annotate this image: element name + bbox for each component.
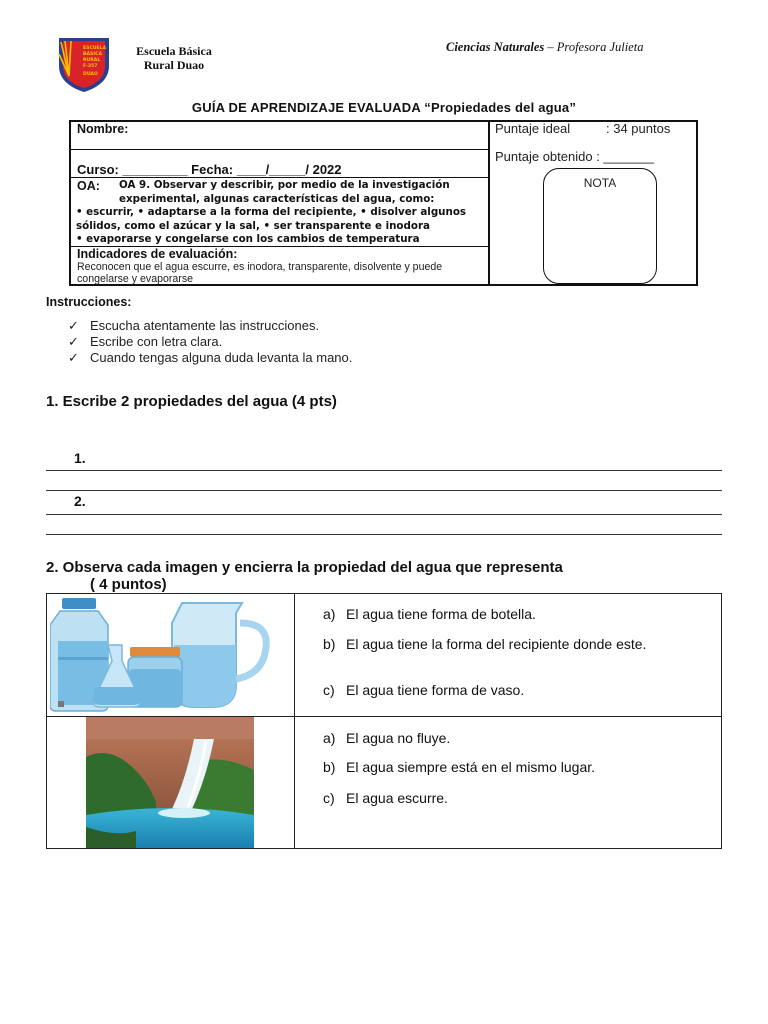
instructions-heading: Instrucciones: xyxy=(46,295,132,309)
indicadores-label: Indicadores de evaluación: xyxy=(77,247,238,261)
oa-label: OA: xyxy=(77,179,100,193)
school-name-line2: Rural Duao xyxy=(143,58,205,72)
row-divider xyxy=(69,177,489,178)
oa-text: OA 9. Observar y describir, por medio de la investigación experimental, algunas características del agua, como: xyxy=(119,179,450,205)
teacher-name: – Profesora Julieta xyxy=(544,40,644,54)
oa-line3: • evaporarse y congelarse con los cambios de temperatura xyxy=(76,233,420,245)
svg-text:ESCUELA: ESCUELA xyxy=(83,46,107,51)
subject-teacher xyxy=(446,40,643,55)
answer-number-1: 1. xyxy=(74,450,86,466)
nombre-label: Nombre: xyxy=(77,122,129,136)
option-a-row1[interactable]: a) El agua tiene forma de botella. xyxy=(323,606,536,622)
school-logo xyxy=(55,36,113,94)
option-b-row2[interactable]: b) El agua siempre está en el mismo lugar. xyxy=(323,759,596,775)
svg-text:RURAL: RURAL xyxy=(83,58,101,63)
curso-fecha-line: Curso: _________ Fecha: ____/_____/ 2022 xyxy=(77,162,342,177)
svg-text:BÁSICA: BÁSICA xyxy=(83,52,103,57)
puntaje-obtenido: Puntaje obtenido : _______ xyxy=(495,149,655,164)
row-divider xyxy=(69,149,489,150)
waterfall-image xyxy=(86,717,254,848)
answer-number-2: 2. xyxy=(74,493,86,509)
school-name xyxy=(118,44,230,72)
check-icon: ✓ xyxy=(68,334,79,349)
page-title: GUÍA DE APRENDIZAJE EVALUADA “Propiedades del agua” xyxy=(191,100,577,115)
check-icon: ✓ xyxy=(68,318,79,333)
puntaje-ideal-value: : 34 puntos xyxy=(606,121,671,136)
subject-name: Ciencias Naturales xyxy=(446,40,545,54)
oa-line2: • escurrir, • adaptarse a la forma del recipiente, • disolver algunos sólidos, como el azúcar y la sal, • ser transparente e inodora xyxy=(76,206,467,232)
option-c-row1[interactable]: c) El agua tiene forma de vaso. xyxy=(323,682,525,698)
question-2: 2. Observa cada imagen y encierra la propiedad del agua que representa xyxy=(46,559,563,576)
option-c-row2[interactable]: c) El agua escurre. xyxy=(323,790,448,806)
instruction-item: ✓ Escribe con letra clara. xyxy=(68,334,223,349)
question-2-points: ( 4 puntos) xyxy=(90,576,167,593)
puntaje-ideal-label: Puntaje ideal xyxy=(495,121,571,136)
option-a-row2[interactable]: a) El agua no fluye. xyxy=(323,730,451,746)
options-table-divider xyxy=(294,593,295,849)
answer-line[interactable] xyxy=(46,470,722,471)
instruction-item: ✓ Escucha atentamente las instrucciones. xyxy=(68,318,320,333)
answer-line[interactable] xyxy=(46,514,722,515)
svg-text:DUAO: DUAO xyxy=(83,72,98,77)
water-containers-image xyxy=(50,595,290,715)
nota-label: NOTA xyxy=(583,176,617,190)
indicadores-text: Reconocen que el agua escurre, es inodora, transparente, disolvente y puede congelarse y evaporarse xyxy=(77,261,443,285)
question-1: 1. Escribe 2 propiedades del agua (4 pts) xyxy=(46,393,337,410)
answer-line[interactable] xyxy=(46,534,722,535)
info-table-divider xyxy=(488,120,490,286)
answer-line[interactable] xyxy=(46,490,722,491)
instruction-item: ✓ Cuando tengas alguna duda levanta la mano. xyxy=(68,350,353,365)
check-icon: ✓ xyxy=(68,350,79,365)
school-name-line1: Escuela Básica xyxy=(136,44,212,58)
svg-text:F-357: F-357 xyxy=(83,64,98,69)
option-b-row1[interactable]: b) El agua tiene la forma del recipiente donde este. xyxy=(323,636,647,652)
